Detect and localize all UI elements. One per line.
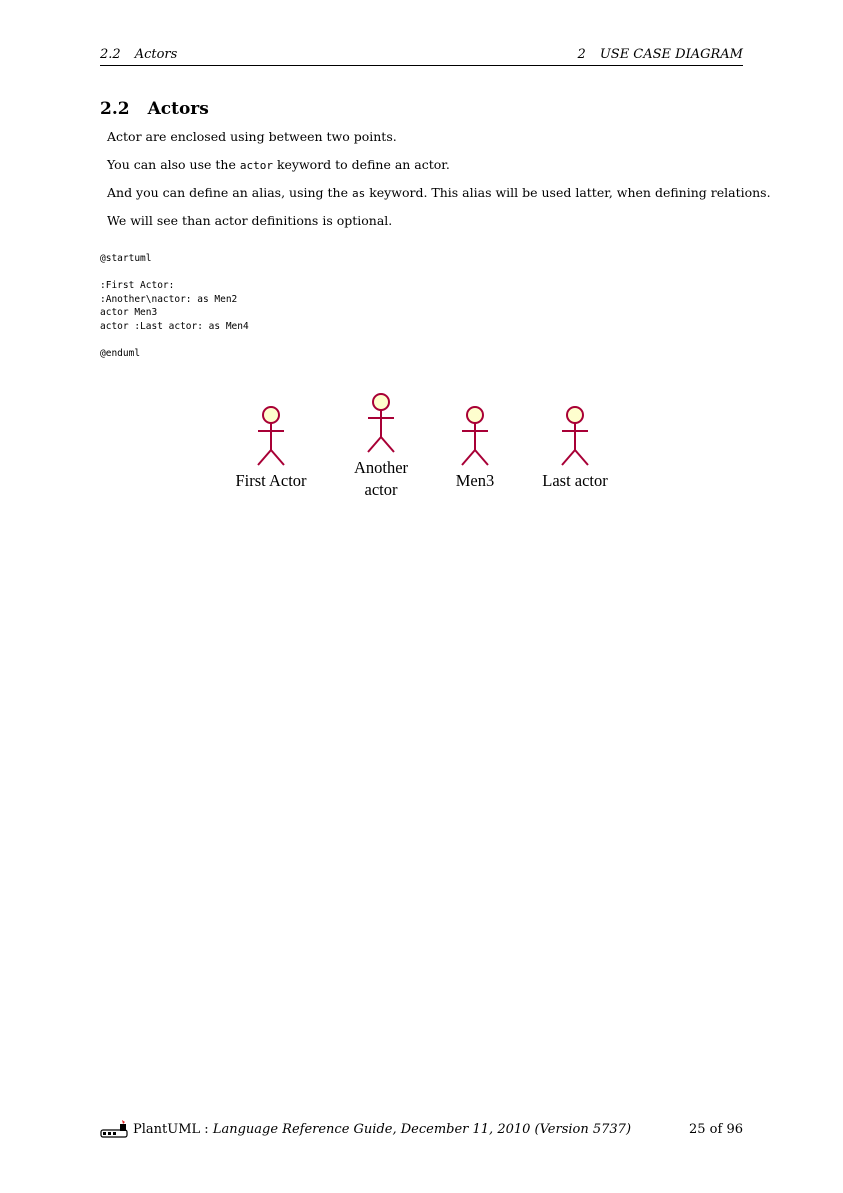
paragraph-3 — [107, 185, 771, 200]
actor-head-icon — [567, 407, 583, 423]
actor-body-icon — [562, 423, 588, 465]
code-listing — [100, 252, 249, 360]
code-line: @enduml — [100, 347, 141, 359]
header-chapter-title: USE CASE DIAGRAM — [599, 47, 743, 62]
section-title: Actors — [147, 99, 209, 119]
footer-separator: : — [200, 1122, 213, 1137]
actor-body-icon — [258, 423, 284, 465]
actor-label: Last actor — [542, 471, 608, 490]
section-heading — [100, 99, 209, 119]
actor-men3 — [456, 407, 495, 490]
section-number: 2.2 — [100, 99, 130, 119]
code-line — [100, 266, 249, 280]
paragraph-2-text-a: You can also use the — [107, 157, 240, 172]
actor-first-actor — [235, 407, 307, 490]
actor-head-icon — [263, 407, 279, 423]
page-number: 25 of 96 — [689, 1122, 743, 1137]
footer-brand: PlantUML — [133, 1122, 201, 1137]
code-line: :First Actor: — [100, 280, 175, 291]
keyword-actor: actor — [239, 159, 273, 172]
paragraph-1: Actor are enclosed using between two points. — [107, 129, 397, 144]
header-left — [100, 47, 177, 62]
keyword-as: as — [351, 187, 366, 200]
code-line — [100, 333, 249, 347]
actor-last-actor — [542, 407, 608, 490]
paragraph-2-text-b: keyword to define an actor. — [272, 157, 450, 172]
actor-label: Men3 — [455, 471, 495, 490]
header-right — [578, 47, 743, 62]
actor-head-icon — [467, 407, 483, 423]
header-section-title: Actors — [134, 47, 178, 62]
code-line: actor :Last actor: as Men4 — [100, 320, 249, 332]
header-chapter-number: 2 — [577, 47, 586, 62]
plantuml-logo-icon — [100, 1120, 130, 1140]
paragraph-3-text-b: keyword. This alias will be used latter, when defining relations. — [365, 185, 771, 200]
paragraph-3-text-a: And you can define an alias, using the — [107, 185, 352, 200]
paragraph-2 — [107, 157, 450, 172]
footer-guide-title: Language Reference Guide, December 11, 2010 (Version 5737) — [212, 1122, 632, 1137]
actor-label-line-2: actor — [364, 480, 398, 499]
use-case-diagram — [0, 390, 843, 510]
actor-body-icon — [462, 423, 488, 465]
actor-head-icon — [373, 394, 389, 410]
running-header — [100, 47, 743, 66]
header-section-number: 2.2 — [100, 47, 121, 62]
footer-citation — [133, 1122, 631, 1137]
paragraph-4: We will see than actor definitions is optional. — [107, 213, 393, 228]
code-line: actor Men3 — [100, 307, 158, 318]
code-line: :Another\nactor: as Men2 — [100, 293, 238, 305]
actor-label: First Actor — [235, 471, 307, 490]
actor-label-line-1: Another — [353, 458, 409, 477]
actor-another-actor — [354, 394, 409, 499]
actor-body-icon — [368, 410, 394, 452]
page-footer — [100, 1120, 743, 1142]
code-line: @startuml — [100, 253, 152, 264]
